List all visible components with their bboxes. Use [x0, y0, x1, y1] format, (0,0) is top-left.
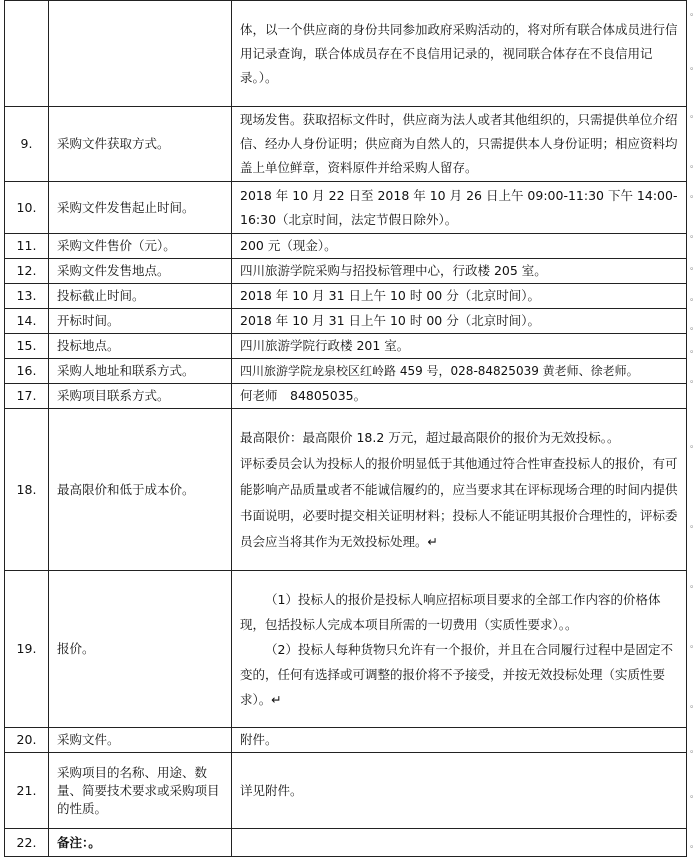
- row-item: 采购文件。: [49, 728, 232, 753]
- edge-mark: 。: [690, 840, 700, 850]
- row-item: 采购项目联系方式。: [49, 384, 232, 409]
- row-item: 采购文件获取方式。: [49, 107, 232, 182]
- row-content: [232, 409, 687, 571]
- row-item: 采购项目的名称、用途、数量、简要技术要求或采购项目的性质。: [49, 753, 232, 829]
- edge-mark: 。: [690, 375, 700, 385]
- table-row: [5, 829, 687, 857]
- edge-mark: 。: [690, 640, 700, 650]
- row-number: 12.: [5, 259, 49, 284]
- row-content: [232, 309, 687, 334]
- table-row: [5, 384, 687, 409]
- row-content: [232, 234, 687, 259]
- row-content: [232, 182, 687, 234]
- row-item: 采购文件售价（元）。: [49, 234, 232, 259]
- edge-mark: 。: [690, 520, 700, 530]
- row-number: 20.: [5, 728, 49, 753]
- edge-mark: 。: [690, 160, 700, 170]
- row-content: [232, 1, 687, 107]
- row-content: [232, 753, 687, 829]
- table-row: [5, 1, 687, 107]
- content-paragraph: 评标委员会认为投标人的报价明显低于其他通过符合性审查投标人的报价，有可能影响产品质量或者不能诚信履约的，应当要求其在评标现场合理的时间内提供书面说明，必要时提交相关证明材料；投标人不能证明其报价合理性的，评标委员会应当将其作为无效投标处理。↵: [240, 455, 678, 549]
- row-item: 投标地点。: [49, 334, 232, 359]
- content-paragraph: 2018 年 10 月 31 日上午 10 时 00 分（北京时间）。: [240, 313, 540, 328]
- procurement-info-table: [4, 0, 687, 857]
- content-paragraph: 2018 年 10 月 22 日至 2018 年 10 月 26 日上午 09:00-11:30 下午 14:00-16:30（北京时间，法定节假日除外）。: [240, 187, 678, 227]
- row-number: 14.: [5, 309, 49, 334]
- row-item: 采购人地址和联系方式。: [49, 359, 232, 384]
- content-paragraph: 最高限价：最高限价 18.2 万元，超过最高限价的报价为无效投标。。: [240, 429, 620, 445]
- table-row: [5, 409, 687, 571]
- row-item: 备注：。: [49, 829, 232, 857]
- row-content: [232, 359, 687, 384]
- row-content: [232, 259, 687, 284]
- table-row: [5, 234, 687, 259]
- content-paragraph: 详见附件。: [240, 782, 303, 798]
- content-paragraph: （2）投标人每种货物只允许有一个报价，并且在合同履行过程中是固定不变的，任何有选择或可调整的报价将不予接受，并按无效投标处理（实质性要求）。↵: [240, 641, 673, 707]
- row-number: 16.: [5, 359, 49, 384]
- row-number: 10.: [5, 182, 49, 234]
- table-row: [5, 334, 687, 359]
- edge-mark: 。: [690, 580, 700, 590]
- row-number: 19.: [5, 571, 49, 728]
- edge-mark: 。: [690, 745, 700, 755]
- row-content: [232, 384, 687, 409]
- content-paragraph: 2018 年 10 月 31 日上午 10 时 00 分（北京时间）。: [240, 288, 540, 303]
- row-item: 采购文件发售起止时间。: [49, 182, 232, 234]
- edge-mark: 。: [690, 230, 700, 240]
- row-content: [232, 571, 687, 728]
- row-content: [232, 334, 687, 359]
- edge-mark: 。: [690, 110, 700, 120]
- table-row: [5, 359, 687, 384]
- table-row: [5, 728, 687, 753]
- content-paragraph: 体，以一个供应商的身份共同参加政府采购活动的，将对所有联合体成员进行信用记录查询，联合体成员存在不良信用记录的，视同联合体存在不良信用记录。）。: [240, 21, 678, 85]
- edge-mark: 。: [690, 293, 700, 303]
- content-paragraph: 现场发售。获取招标文件时，供应商为法人或者其他组织的，只需提供单位介绍信、经办人身份证明；供应商为自然人的，只需提供本人身份证明；相应资料均盖上单位鲜章，资料原件并给采购人留存。: [240, 112, 678, 175]
- row-number: 18.: [5, 409, 49, 571]
- row-number: 21.: [5, 753, 49, 829]
- content-paragraph: 附件。: [240, 732, 278, 747]
- table-row: [5, 107, 687, 182]
- row-number: 22.: [5, 829, 49, 857]
- row-item: 最高限价和低于成本价。: [49, 409, 232, 571]
- content-paragraph: 何老师 84805035。: [240, 388, 367, 403]
- row-number: 11.: [5, 234, 49, 259]
- edge-mark: 。: [690, 322, 700, 332]
- table-row: [5, 753, 687, 829]
- table-row: [5, 571, 687, 728]
- table-row: [5, 259, 687, 284]
- row-item: 投标截止时间。: [49, 284, 232, 309]
- edge-mark: 。: [690, 790, 700, 800]
- row-item: [49, 1, 232, 107]
- row-number: [5, 1, 49, 107]
- row-number: 17.: [5, 384, 49, 409]
- page-edge-marks: [689, 0, 700, 862]
- row-number: 13.: [5, 284, 49, 309]
- table-row: [5, 309, 687, 334]
- row-content: [232, 728, 687, 753]
- table-row: [5, 284, 687, 309]
- edge-mark: 。: [690, 62, 700, 72]
- edge-mark: 。: [690, 262, 700, 272]
- row-item: 报价。: [49, 571, 232, 728]
- edge-mark: 。: [690, 190, 700, 200]
- content-paragraph: 四川旅游学院采购与招投标管理中心，行政楼 205 室。: [240, 263, 547, 278]
- row-content: [232, 829, 687, 857]
- row-number: 15.: [5, 334, 49, 359]
- document-table-container: [4, 0, 686, 857]
- content-paragraph: 四川旅游学院龙泉校区红岭路 459 号，028-84825039 黄老师、徐老师。: [240, 364, 639, 378]
- edge-mark: 。: [690, 8, 700, 18]
- table-row: [5, 182, 687, 234]
- edge-mark: 。: [690, 440, 700, 450]
- content-paragraph: 200 元（现金）。: [240, 238, 337, 253]
- content-paragraph: （1）投标人的报价是投标人响应招标项目要求的全部工作内容的价格体现，包括投标人完成本项目所需的一切费用（实质性要求）。。: [240, 591, 661, 632]
- row-content: [232, 107, 687, 182]
- row-number: 9.: [5, 107, 49, 182]
- row-item: 采购文件发售地点。: [49, 259, 232, 284]
- row-item: 开标时间。: [49, 309, 232, 334]
- edge-mark: 。: [690, 700, 700, 710]
- row-content: [232, 284, 687, 309]
- edge-mark: 。: [690, 345, 700, 355]
- content-paragraph: 四川旅游学院行政楼 201 室。: [240, 338, 410, 353]
